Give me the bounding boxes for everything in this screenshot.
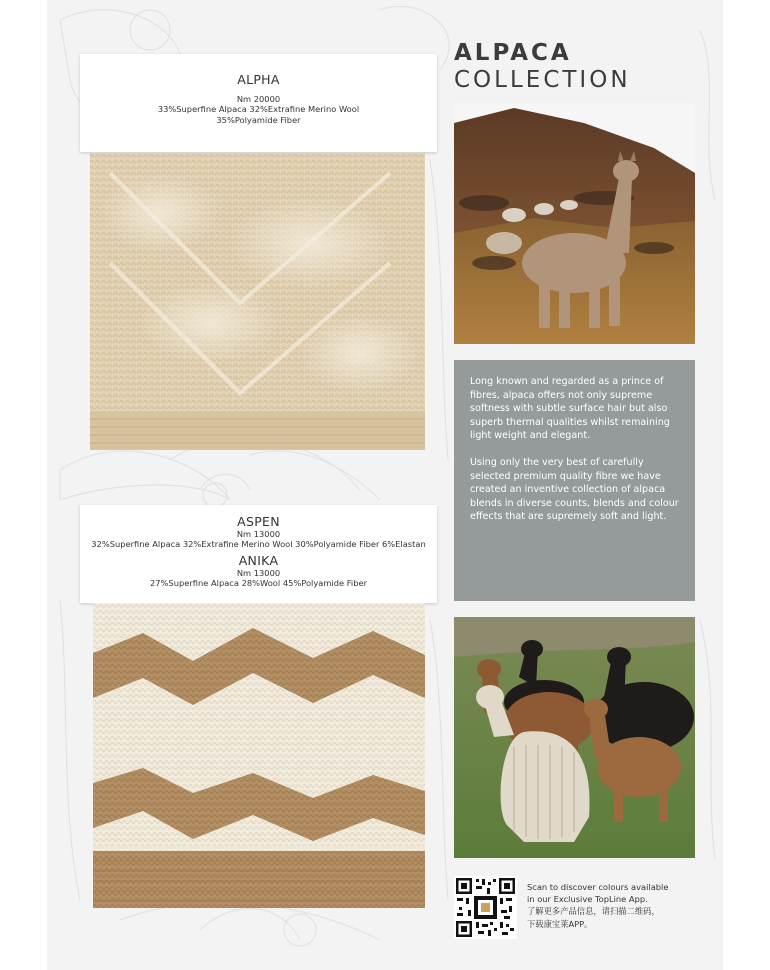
scan-instructions (527, 881, 668, 930)
aspen-name: ASPEN (237, 514, 280, 529)
description-paragraph-2: Using only the very best of carefully selected premium quality fibre we have created an inventive collection of alpaca blends in diverse counts, blends and colour effects that are supremely soft and light. (470, 456, 679, 523)
aspen-count: Nm 13000 (236, 529, 281, 539)
qr-code[interactable] (454, 876, 517, 939)
page-margin-right (723, 0, 770, 970)
alpaca-herd-photo (454, 617, 695, 858)
description-paragraph-1: Long known and regarded as a prince of fibres, alpaca offers not only supreme softness with subtle surface hair but also superb thermal qualities whilst remaining light weight and elegant. (470, 376, 670, 442)
anika-composition: 27%Superfine Alpaca 28%Wool 45%Polyamide Fiber (149, 578, 368, 588)
alpaca-mountain-photo (454, 103, 695, 344)
alpha-count: Nm 20000 (236, 94, 281, 104)
alpha-name: ALPHA (237, 72, 280, 87)
collection-title-line2: COLLECTION (454, 67, 631, 93)
collection-title (454, 40, 631, 94)
alpha-composition-line1: 33%Superfine Alpaca 32%Extrafine Merino Wool (157, 104, 360, 114)
alpha-knit-swatch (90, 153, 425, 450)
anika-count: Nm 13000 (236, 568, 281, 578)
scan-line-3: 了解更多产品信息，请扫描二维码， (527, 906, 660, 917)
collection-title-line1: ALPACA (454, 40, 572, 66)
page-margin-left (0, 0, 47, 970)
alpha-composition-line2: 35%Polyamide Fiber (216, 115, 301, 125)
alpha-label-card (80, 54, 437, 152)
scan-line-4: 下载康宝莱APP。 (527, 918, 593, 929)
anika-name: ANIKA (238, 553, 279, 568)
aspen-anika-label-card (80, 505, 437, 603)
scan-line-2: in our Exclusive TopLine App. (527, 894, 648, 905)
aspen-knit-swatch (93, 603, 425, 908)
scan-line-1: Scan to discover colours available (527, 882, 669, 892)
aspen-composition: 32%Superfine Alpaca 32%Extrafine Merino Wool 30%Polyamide Fiber 6%Elastan (91, 539, 426, 549)
description-box (454, 360, 695, 601)
